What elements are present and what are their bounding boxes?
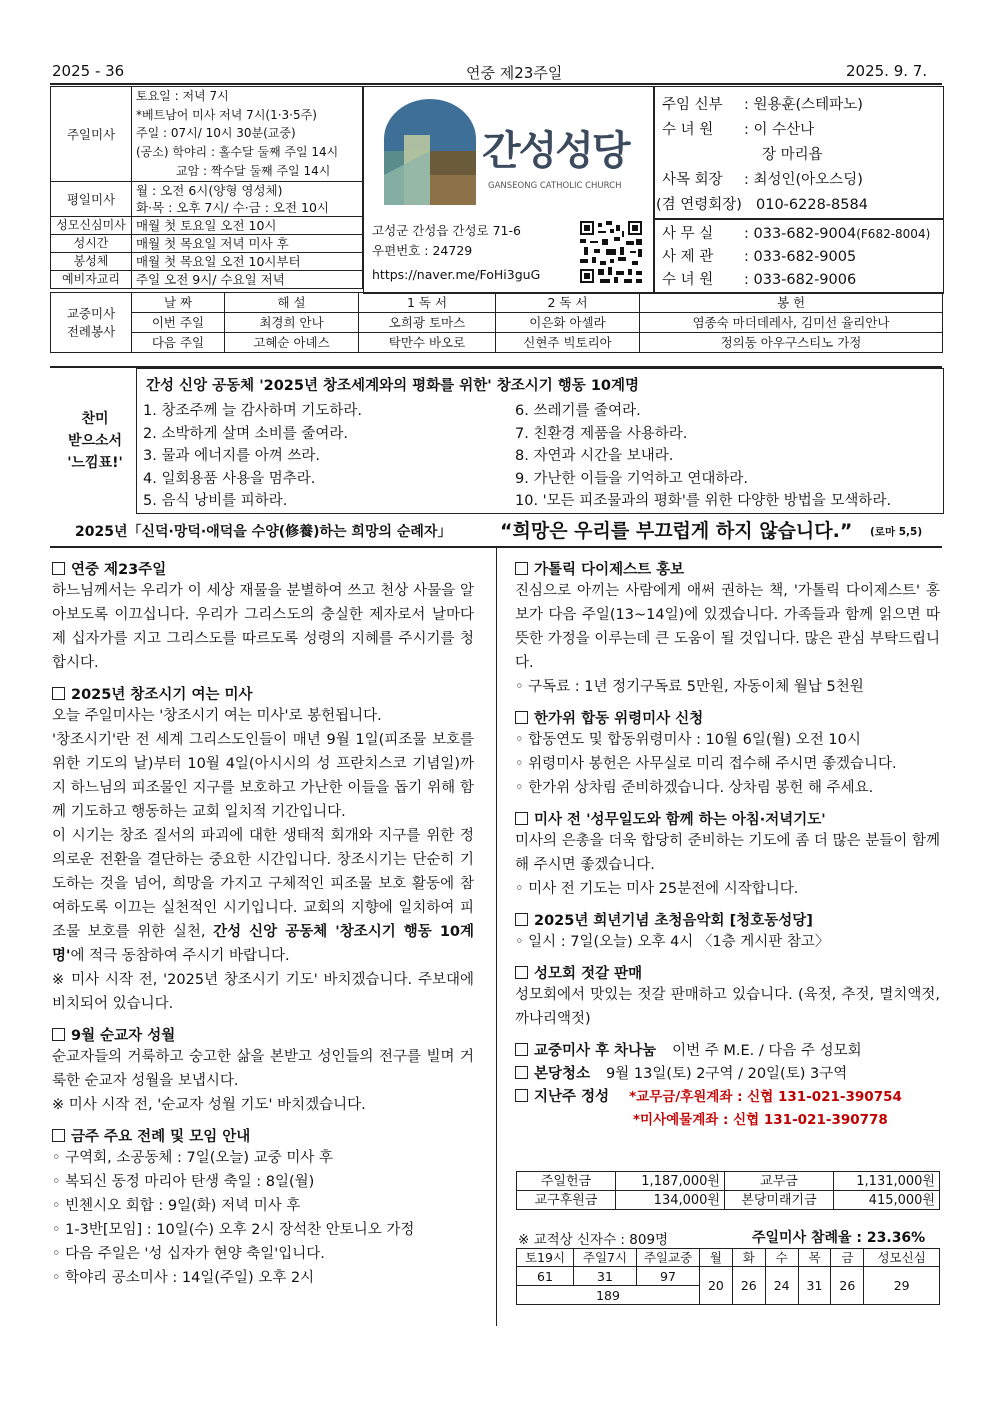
- offering-cell: 134,000원: [616, 1191, 725, 1210]
- list-item: ◦ 1-3반[모임] : 10일(수) 오후 2시 장석찬 안토니오 가정: [52, 1222, 415, 1238]
- member-count: ※ 교적상 신자수 : 809명: [518, 1232, 669, 1248]
- liturgy-label: 전례봉사: [66, 323, 116, 339]
- contact-phone: : 033-682-9005: [744, 249, 857, 265]
- paragraph: 진심으로 아끼는 사람에게 애써 권하는 책, '가톨릭 다이제스트' 홍보가 다음 주일(13~14일)에 있겠습니다. 가족들과 함께 읽으면 따뜻한 가정을 이루는데 큰 도움이 될 것입니다. 많은 관심 부탁드립니다.: [515, 583, 940, 671]
- commandments-right: [515, 400, 891, 513]
- schedule-row-label: 성시간: [51, 235, 132, 253]
- schedule-row-value: 매월 첫 목요일 오전 10시부터: [132, 253, 363, 271]
- sunday-mass-label: 주일미사: [51, 87, 132, 182]
- section-heading: [515, 707, 940, 728]
- attendance-header: 월: [700, 1249, 733, 1267]
- issue-date: 2025. 9. 7.: [846, 62, 928, 80]
- attendance-header: 금: [831, 1249, 864, 1267]
- offering-cell: 415,000원: [834, 1191, 940, 1210]
- address-line: 고성군 간성읍 간성로 71-6: [372, 223, 521, 238]
- section-heading: [515, 808, 940, 829]
- attendance-cell: 31: [574, 1267, 637, 1286]
- section-heading: [515, 909, 940, 930]
- paragraph: 오늘 주일미사는 '창조시기 여는 미사'로 봉헌됩니다.: [52, 708, 382, 724]
- heading-text: 9월 순교자 성월: [71, 1028, 176, 1044]
- heading-detail: 이번 주 M.E. / 다음 주 성모회: [672, 1043, 862, 1059]
- list-item: ◦ 합동연도 및 합동위령미사 : 10월 6일(월) 오전 10시: [515, 732, 861, 748]
- paragraph: ※ 미사 시작 전, '순교자 성월 기도' 바치겠습니다.: [52, 1097, 366, 1113]
- heading-text: 지난주 정성: [534, 1089, 610, 1105]
- list-item: ◦ 빈첸시오 회합 : 9일(화) 저녁 미사 후: [52, 1198, 301, 1214]
- attendance-header: 목: [798, 1249, 831, 1267]
- left-column: [52, 552, 474, 1290]
- paragraph: [52, 824, 474, 968]
- liturgy-cell: 고혜순 아녜스: [225, 333, 359, 353]
- attendance-rate: 주일미사 참례율 : 23.36%: [752, 1230, 926, 1246]
- church-logo-icon: [380, 95, 480, 205]
- attendance-cell: 26: [732, 1267, 765, 1305]
- contact-role: 사 무 실: [662, 226, 714, 242]
- sunday-line: 교암 : 짝수달 둘째 주일 14시: [132, 162, 363, 181]
- schedule-row-label: 예비자교리: [51, 271, 132, 289]
- schedule-row-value: 매월 첫 토요일 오전 10시: [132, 217, 363, 235]
- contact-role: 수 녀 원: [662, 272, 714, 288]
- commandment-item: 9. 가난한 이들을 기억하고 연대하라.: [515, 470, 748, 487]
- liturgy-header: 날 짜: [132, 293, 225, 313]
- liturgy-cell: 이번 주일: [132, 313, 225, 333]
- offering-cell: 교구후원금: [517, 1191, 616, 1210]
- attendance-header: 수: [765, 1249, 798, 1267]
- heading-text: 본당청소: [534, 1066, 591, 1082]
- section-heading: [52, 683, 474, 704]
- liturgy-cell: 정의동 아우구스티노 가정: [640, 333, 943, 353]
- checkbox-icon: [515, 812, 528, 825]
- staff-name: : 최성인(아오스딩): [744, 172, 863, 188]
- side-line: 받으소서: [67, 433, 123, 449]
- paragraph: ※ 미사 시작 전, '2025년 창조시기 기도' 바치겠습니다. 주보대에 비치되어 있습니다.: [52, 972, 474, 1012]
- checkbox-icon: [515, 1066, 528, 1079]
- checkbox-icon: [52, 562, 65, 575]
- liturgy-cell: 신현주 빅토리아: [496, 333, 640, 353]
- attendance-cell: 26: [831, 1267, 864, 1305]
- issue-number: 2025 - 36: [52, 62, 125, 80]
- heading-text: 성모회 젓갈 판매: [534, 966, 643, 982]
- section-heading: [52, 1125, 474, 1146]
- checkbox-icon: [52, 687, 65, 700]
- checkbox-icon: [515, 1089, 528, 1102]
- schedule-row-value: 매월 첫 목요일 저녁 미사 후: [132, 235, 363, 253]
- list-item: ◦ 한가위 상차림 준비하겠습니다. 상차림 봉헌 해 주세요.: [515, 780, 874, 796]
- schedule-row-value: 주일 오전 9시/ 수요일 저녁: [132, 271, 363, 289]
- section-heading: [52, 558, 474, 579]
- list-item: ◦ 학야리 공소미사 : 14일(주일) 오후 2시: [52, 1270, 315, 1286]
- staff-role: 주임 신부: [662, 97, 723, 113]
- checkbox-icon: [515, 711, 528, 724]
- section-heading: [515, 1085, 940, 1106]
- section-heading: [52, 1024, 474, 1045]
- contact-phone: : 033-682-9004: [744, 226, 857, 242]
- commandment-item: 4. 일회용품 사용을 멈추라.: [143, 470, 316, 487]
- schedule-row-label: 성모신심미사: [51, 217, 132, 235]
- attendance-header: 토19시: [517, 1249, 574, 1267]
- heading-detail: 9월 13일(토) 2구역 / 20일(토) 3구역: [606, 1066, 848, 1082]
- liturgy-cell: 다음 주일: [132, 333, 225, 353]
- weekday-line: 화·목 : 오후 7시/ 수·금 : 오전 10시: [132, 199, 363, 217]
- heading-text: 금주 주요 전례 및 모임 안내: [71, 1129, 251, 1145]
- staff-name: : 원용훈(스테파노): [744, 97, 863, 113]
- commandment-item: 5. 음식 낭비를 피하라.: [143, 493, 288, 509]
- logo-box: [363, 86, 655, 294]
- postal-code: 우편번호 : 24729: [372, 243, 473, 258]
- commandments-box: [136, 368, 944, 514]
- attendance-header: 화: [732, 1249, 765, 1267]
- heading-text: 미사 전 '성무일도와 함께 하는 아침·저녁기도': [534, 812, 826, 828]
- staff-role: 수 녀 원: [662, 122, 714, 138]
- checkbox-icon: [515, 966, 528, 979]
- contact-fax: (F682-8004): [856, 227, 931, 241]
- heading-text: 2025년 창조시기 여는 미사: [71, 687, 253, 703]
- section-heading: [515, 558, 940, 579]
- checkbox-icon: [515, 913, 528, 926]
- paragraph: 성모회에서 맛있는 젓갈 판매하고 있습니다. (육젓, 추젓, 멸치액젓, 까나리액젓): [515, 987, 940, 1027]
- offering-cell: 1,187,000원: [616, 1172, 725, 1191]
- attendance-table: [516, 1248, 940, 1305]
- side-line: 찬미: [81, 411, 109, 427]
- sunday-line: 주일 : 07시/ 10시 30분(교중): [132, 125, 363, 144]
- column-divider: [496, 548, 497, 1326]
- commandment-item: 8. 자연과 시간을 보내라.: [515, 448, 674, 464]
- staff-role: (겸 연령회장): [656, 197, 742, 213]
- heading-text: 한가위 합동 위령미사 신청: [534, 711, 704, 727]
- liturgy-cell: 오희광 토마스: [359, 313, 496, 333]
- attendance-header: 성모신심: [864, 1249, 940, 1267]
- paragraph: 미사의 은총을 더욱 합당히 준비하는 기도에 좀 더 많은 분들이 함께해 주시면 좋겠습니다.: [515, 833, 940, 873]
- text-run: 이 시기는 창조 질서의 파괴에 대한 생태적 회개와 지구를 위한 정의로운 전환을 결단하는 중요한 시간입니다. 창조시기는 단순히 기도하는 것을 넘어, 희망을 가지고 구체적인 피조물 보호 활동에 참여하도록 이끄는 실천적인 시기입니다. 교회의 지향에 일치하여 피조물 보호를 위한 실천,: [52, 828, 474, 940]
- commandment-item: 2. 소박하게 살며 소비를 줄여라.: [143, 425, 348, 442]
- heading-text: 교중미사 후 차나눔: [534, 1043, 657, 1059]
- church-name: 간성성당: [482, 128, 629, 174]
- section-heading: [515, 1039, 940, 1060]
- staff-name: 장 마리욥: [762, 147, 823, 163]
- text-run-bold: 간성 신앙 공동체 '창조시기 행동 10계명': [52, 924, 475, 964]
- attendance-cell: 61: [517, 1267, 574, 1286]
- liturgy-cell: 탁만수 바오로: [359, 333, 496, 353]
- weekday-line: 월 : 오전 6시(양형 영성체): [132, 182, 363, 200]
- commandment-item: 7. 친환경 제품을 사용하라.: [515, 425, 688, 442]
- offering-cell: 교무금: [725, 1172, 834, 1191]
- week-title: 연중 제23주일: [466, 64, 563, 82]
- motto-reference: (로마 5,5): [870, 526, 923, 538]
- list-item: ◦ 복되신 동정 마리아 탄생 축일 : 8일(월): [52, 1174, 315, 1190]
- account-info: *교무금/후원계좌 : 신협 131-021-390754: [629, 1089, 902, 1105]
- commandment-item: 3. 물과 에너지를 아껴 쓰라.: [143, 448, 320, 464]
- attendance-header: 주일7시: [574, 1249, 637, 1267]
- heading-text: 연중 제23주일: [71, 562, 167, 578]
- section-heading: [515, 962, 940, 983]
- attendance-cell: 24: [765, 1267, 798, 1305]
- attendance-total: 189: [517, 1286, 700, 1305]
- offering-table: [516, 1171, 940, 1210]
- list-item: ◦ 구역회, 소공동체 : 7일(오늘) 교중 미사 후: [52, 1150, 333, 1166]
- contact-role: 사 제 관: [662, 249, 714, 265]
- staff-box: [653, 86, 944, 220]
- paragraph: 순교자들의 거룩하고 숭고한 삶을 본받고 성인들의 전구를 빌며 거룩한 순교자 성월을 보냅시다.: [52, 1049, 474, 1089]
- qr-code-icon[interactable]: [580, 221, 642, 283]
- commandment-item: 1. 창조주께 늘 감사하며 기도하라.: [143, 403, 362, 419]
- schedule-row-label: 봉성체: [51, 253, 132, 271]
- liturgy-header: 2 독 서: [496, 293, 640, 313]
- liturgy-table: [50, 292, 943, 353]
- sunday-line: (공소) 학야리 : 홀수달 둘째 주일 14시: [132, 143, 363, 162]
- liturgy-label: 교중미사: [66, 305, 116, 321]
- offering-cell: 1,131,000원: [834, 1172, 940, 1191]
- side-line: '느낌표!': [67, 455, 123, 471]
- commandment-item: 6. 쓰레기를 줄여라.: [515, 403, 641, 419]
- liturgy-cell: 이은화 아셀라: [496, 313, 640, 333]
- staff-name: : 이 수산나: [744, 122, 815, 138]
- commandments-left: [143, 400, 362, 513]
- right-column: [515, 552, 940, 1128]
- staff-phone: 010-6228-8584: [756, 197, 868, 213]
- list-item: ◦ 위령미사 봉헌은 사무실로 미리 접수해 주시면 좋겠습니다.: [515, 756, 897, 772]
- offering-cell: 주일헌금: [517, 1172, 616, 1191]
- paragraph: 하느님께서는 우리가 이 세상 재물을 분별하여 쓰고 천상 사물을 알아보도록 이끄십니다. 우리가 그리스도의 충실한 제자로서 날마다 제 십자가를 지고 그리스도를 따르도록 성령의 지혜를 주시기를 청합시다.: [52, 583, 474, 671]
- motto-quote: “희망은 우리를 부끄럽게 하지 않습니다.”: [500, 520, 853, 542]
- weekday-mass-label: 평일미사: [51, 182, 132, 217]
- commandments-title: 간성 신앙 공동체 '2025년 창조세계와의 평화를 위한' 창조시기 행동 10계명: [146, 378, 640, 394]
- header-rule: [50, 83, 942, 85]
- checkbox-icon: [52, 1028, 65, 1041]
- contacts-box: [653, 218, 944, 294]
- commandment-item: 10. '모든 피조물과의 평화'를 위한 다양한 방법을 모색하라.: [515, 493, 892, 509]
- offering-cell: 본당미래기금: [725, 1191, 834, 1210]
- attendance-cell: 20: [700, 1267, 733, 1305]
- attendance-cell: 97: [637, 1267, 700, 1286]
- attendance-cell: 31: [798, 1267, 831, 1305]
- section-heading: [515, 1062, 940, 1083]
- checkbox-icon: [515, 562, 528, 575]
- liturgy-cell: 염종숙 마더데레사, 김미선 율리안나: [640, 313, 943, 333]
- mass-schedule-table: [50, 86, 363, 289]
- church-english-name: GANSEONG CATHOLIC CHURCH: [488, 181, 622, 191]
- sunday-line: *베트남어 미사 저녁 7시(1·3·5주): [132, 106, 363, 125]
- liturgy-header: 봉 헌: [640, 293, 943, 313]
- attendance-header: 주일교중: [637, 1249, 700, 1267]
- list-item: ◦ 다음 주일은 '성 십자가 현양 축일'입니다.: [52, 1246, 325, 1262]
- sunday-line: 토요일 : 저녁 7시: [132, 87, 363, 106]
- liturgy-header: 1 독 서: [359, 293, 496, 313]
- heading-text: 2025년 희년기념 초청음악회 [청호동성당]: [534, 913, 813, 929]
- jubilee-theme: 2025년「신덕·망덕·애덕을 수양(修養)하는 희망의 순례자」: [75, 524, 452, 540]
- list-item: ◦ 일시 : 7일(오늘) 오후 4시 〈1층 게시판 참고〉: [515, 934, 830, 950]
- liturgy-cell: 최경희 안나: [225, 313, 359, 333]
- attendance-cell: 29: [864, 1267, 940, 1305]
- laudato-si-label: [58, 408, 132, 474]
- heading-text: 가톨릭 다이제스트 홍보: [534, 562, 685, 578]
- contact-phone: : 033-682-9006: [744, 272, 857, 288]
- checkbox-icon: [515, 1043, 528, 1056]
- checkbox-icon: [52, 1129, 65, 1142]
- paragraph: '창조시기'란 전 세계 그리스도인들이 매년 9월 1일(피조물 보호를 위한 기도의 날)부터 10월 4일(아시시의 성 프란치스코 기념일)까지 하느님의 피조물인 지구를 보호하고 가난한 이들을 돕기 위해 함께 기도하고 행동하는 교회 일치적 기간입니다.: [52, 732, 474, 820]
- list-item: ◦ 구독료 : 1년 정기구독료 5만원, 자동이체 월납 5천원: [515, 679, 864, 695]
- account-info: *미사예물계좌 : 신협 131-021-390778: [633, 1112, 888, 1128]
- naver-url[interactable]: https://naver.me/FoHi3guG: [372, 267, 541, 282]
- liturgy-header: 해 설: [225, 293, 359, 313]
- list-item: ◦ 미사 전 기도는 미사 25분전에 시작합니다.: [515, 881, 799, 897]
- staff-role: 사목 회장: [662, 172, 723, 188]
- text-run: 에 적극 동참하여 주시기 바랍니다.: [70, 948, 290, 964]
